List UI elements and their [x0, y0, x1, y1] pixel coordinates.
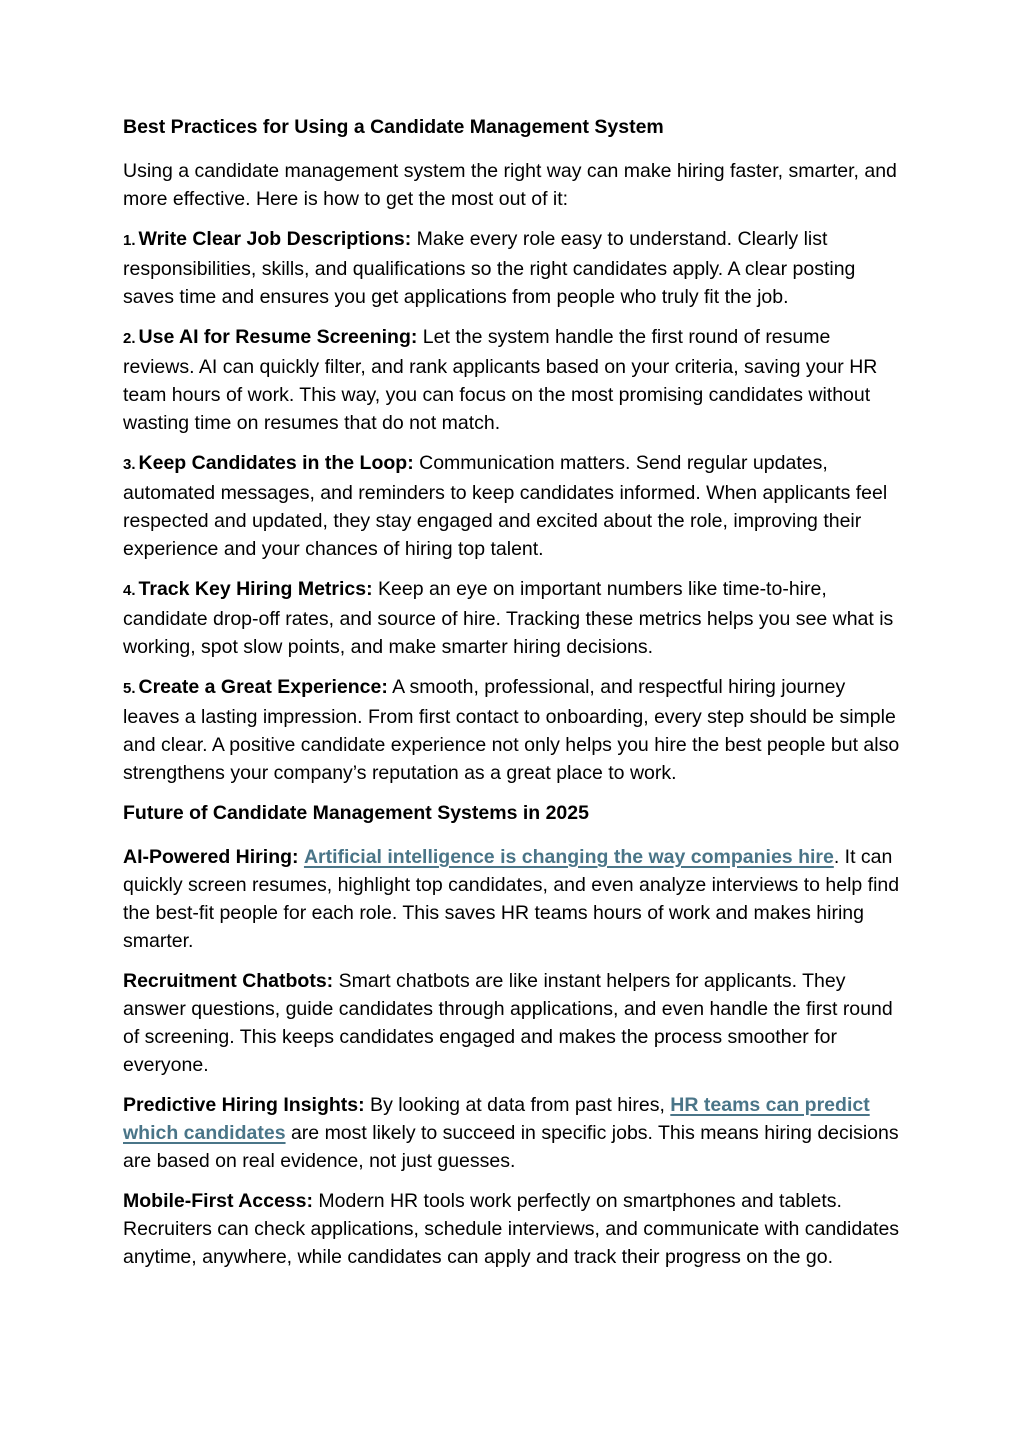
numbered-item-3: [123, 449, 901, 563]
document-content: [123, 113, 901, 1283]
item-4-label: Track Key Hiring Metrics:: [138, 578, 373, 600]
item-4-number: 4.: [123, 582, 136, 599]
item-1-text: Make every role easy to understand. Clearly list responsibilities, skills, and qualifications so the right candidates apply. A clear posting saves time and ensures you get applications from people who truly fit the job.: [123, 228, 856, 308]
section-heading-future: Future of Candidate Management Systems in 2025: [123, 802, 589, 824]
recruitment-chatbots-text: Smart chatbots are like instant helpers for applicants. They answer questions, guide candidates through applications, and even handle the first round of screening. This keeps candidates engaged and makes the process smoother for everyone.: [123, 970, 893, 1076]
numbered-item-1: [123, 225, 901, 311]
item-1-number: 1.: [123, 232, 136, 249]
future-item-predictive-hiring-insights: [123, 1091, 901, 1175]
item-5-label: Create a Great Experience:: [138, 676, 388, 698]
numbered-item-5: [123, 673, 901, 787]
intro-paragraph: Using a candidate management system the right way can make hiring faster, smarter, and more effective. Here is how to get the most out of it:: [123, 160, 897, 210]
numbered-item-4: [123, 575, 901, 661]
mobile-first-access-label: Mobile-First Access:: [123, 1190, 313, 1212]
item-2-label: Use AI for Resume Screening:: [138, 326, 418, 348]
future-item-ai-powered-hiring: [123, 843, 901, 955]
item-4-text: Keep an eye on important numbers like time-to-hire, candidate drop-off rates, and source of hire. Tracking these metrics helps you see what is working, spot slow points, and make smarter hiring decisions.: [123, 578, 894, 658]
numbered-item-2: [123, 323, 901, 437]
item-2-number: 2.: [123, 330, 136, 347]
section-heading-best-practices: Best Practices for Using a Candidate Management System: [123, 116, 664, 138]
item-2-text: Let the system handle the first round of resume reviews. AI can quickly filter, and rank applicants based on your criteria, saving your HR team hours of work. This way, you can focus on the most promising candidates without wasting time on resumes that do not match.: [123, 326, 878, 434]
predictive-insights-label: Predictive Hiring Insights:: [123, 1094, 365, 1116]
item-3-text: Communication matters. Send regular updates, automated messages, and reminders to keep candidates informed. When applicants feel respected and updated, they stay engaged and excited about the role, improving their experience and your chances of hiring top talent.: [123, 452, 888, 560]
predictive-insights-text: are most likely to succeed in specific jobs. This means hiring decisions are based on real evidence, not just guesses.: [123, 1122, 899, 1172]
link-hr-teams-predict-candidates[interactable]: HR teams can predict which candidates: [123, 1094, 870, 1144]
item-3-number: 3.: [123, 456, 136, 473]
future-item-mobile-first-access: [123, 1187, 901, 1271]
ai-powered-hiring-label: AI-Powered Hiring:: [123, 846, 299, 868]
ai-powered-hiring-text: . It can quickly screen resumes, highlight top candidates, and even analyze interviews to help find the best-fit people for each role. This saves HR teams hours of work and makes hiring smarter.: [123, 846, 900, 952]
item-5-number: 5.: [123, 680, 136, 697]
mobile-first-access-text: Modern HR tools work perfectly on smartphones and tablets. Recruiters can check applications, schedule interviews, and communicate with candidates anytime, anywhere, while candidates can apply and track their progress on the go.: [123, 1190, 900, 1268]
link-artificial-intelligence-hiring[interactable]: Artificial intelligence is changing the way companies hire: [303, 846, 834, 868]
item-1-label: Write Clear Job Descriptions:: [138, 228, 412, 250]
future-item-recruitment-chatbots: [123, 967, 901, 1079]
recruitment-chatbots-label: Recruitment Chatbots:: [123, 970, 334, 992]
item-3-label: Keep Candidates in the Loop:: [138, 452, 414, 474]
item-5-text: A smooth, professional, and respectful hiring journey leaves a lasting impression. From first contact to onboarding, every step should be simple and clear. A positive candidate experience not only helps you hire the best people but also strengthens your company’s reputation as a great place to work.: [123, 676, 900, 784]
predictive-insights-pre-link: By looking at data from past hires,: [364, 1094, 671, 1116]
